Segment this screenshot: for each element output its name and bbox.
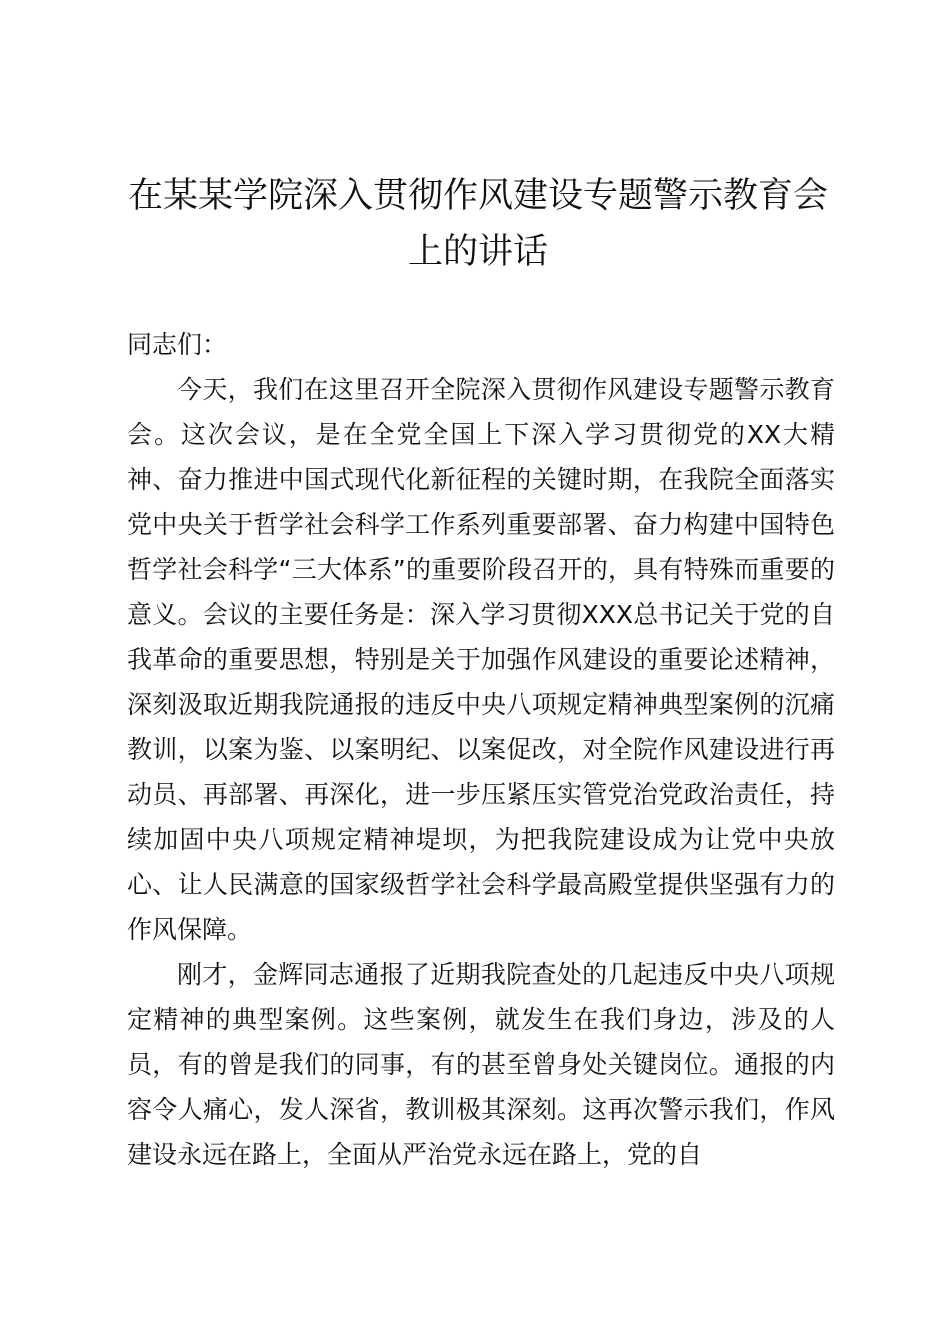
document-body (127, 322, 835, 1177)
salutation: 同志们： (127, 330, 228, 359)
paragraph-2: 刚才，金辉同志通报了近期我院查处的几起违反中央八项规定精神的典型案例。这些案例，就发生在我们身边，涉及的人员，有的曾是我们的同事，有的甚至曾身处关键岗位。通报的内容令人痛心，发人深省，教训极其深刻。这再次警示我们，作风建设永远在路上，全面从严治党永远在路上，党的自 (127, 960, 835, 1169)
paragraph-1: 今天，我们在这里召开全院深入贯彻作风建设专题警示教育会。这次会议，是在全党全国上下深入学习贯彻党的XX大精神、奋力推进中国式现代化新征程的关键时期，在我院全面落实党中央关于哲学社会科学工作系列重要部署、奋力构建中国特色哲学社会科学“三大体系”的重要阶段召开的，具有特殊而重要的意义。会议的主要任务是：深入学习贯彻XXX总书记关于党的自我革命的重要思想，特别是关于加强作风建设的重要论述精神，深刻汲取近期我院通报的违反中央八项规定精神典型案例的沉痛教训，以案为鉴、以案明纪、以案促改，对全院作风建设进行再动员、再部署、再深化，进一步压紧压实管党治党政治责任，持续加固中央八项规定精神堤坝，为把我院建设成为让党中央放心、让人民满意的国家级哲学社会科学最高殿堂提供坚强有力的作风保障。 (127, 375, 835, 944)
document-title: 在某某学院深入贯彻作风建设专题警示教育会上的讲话 (127, 176, 828, 272)
